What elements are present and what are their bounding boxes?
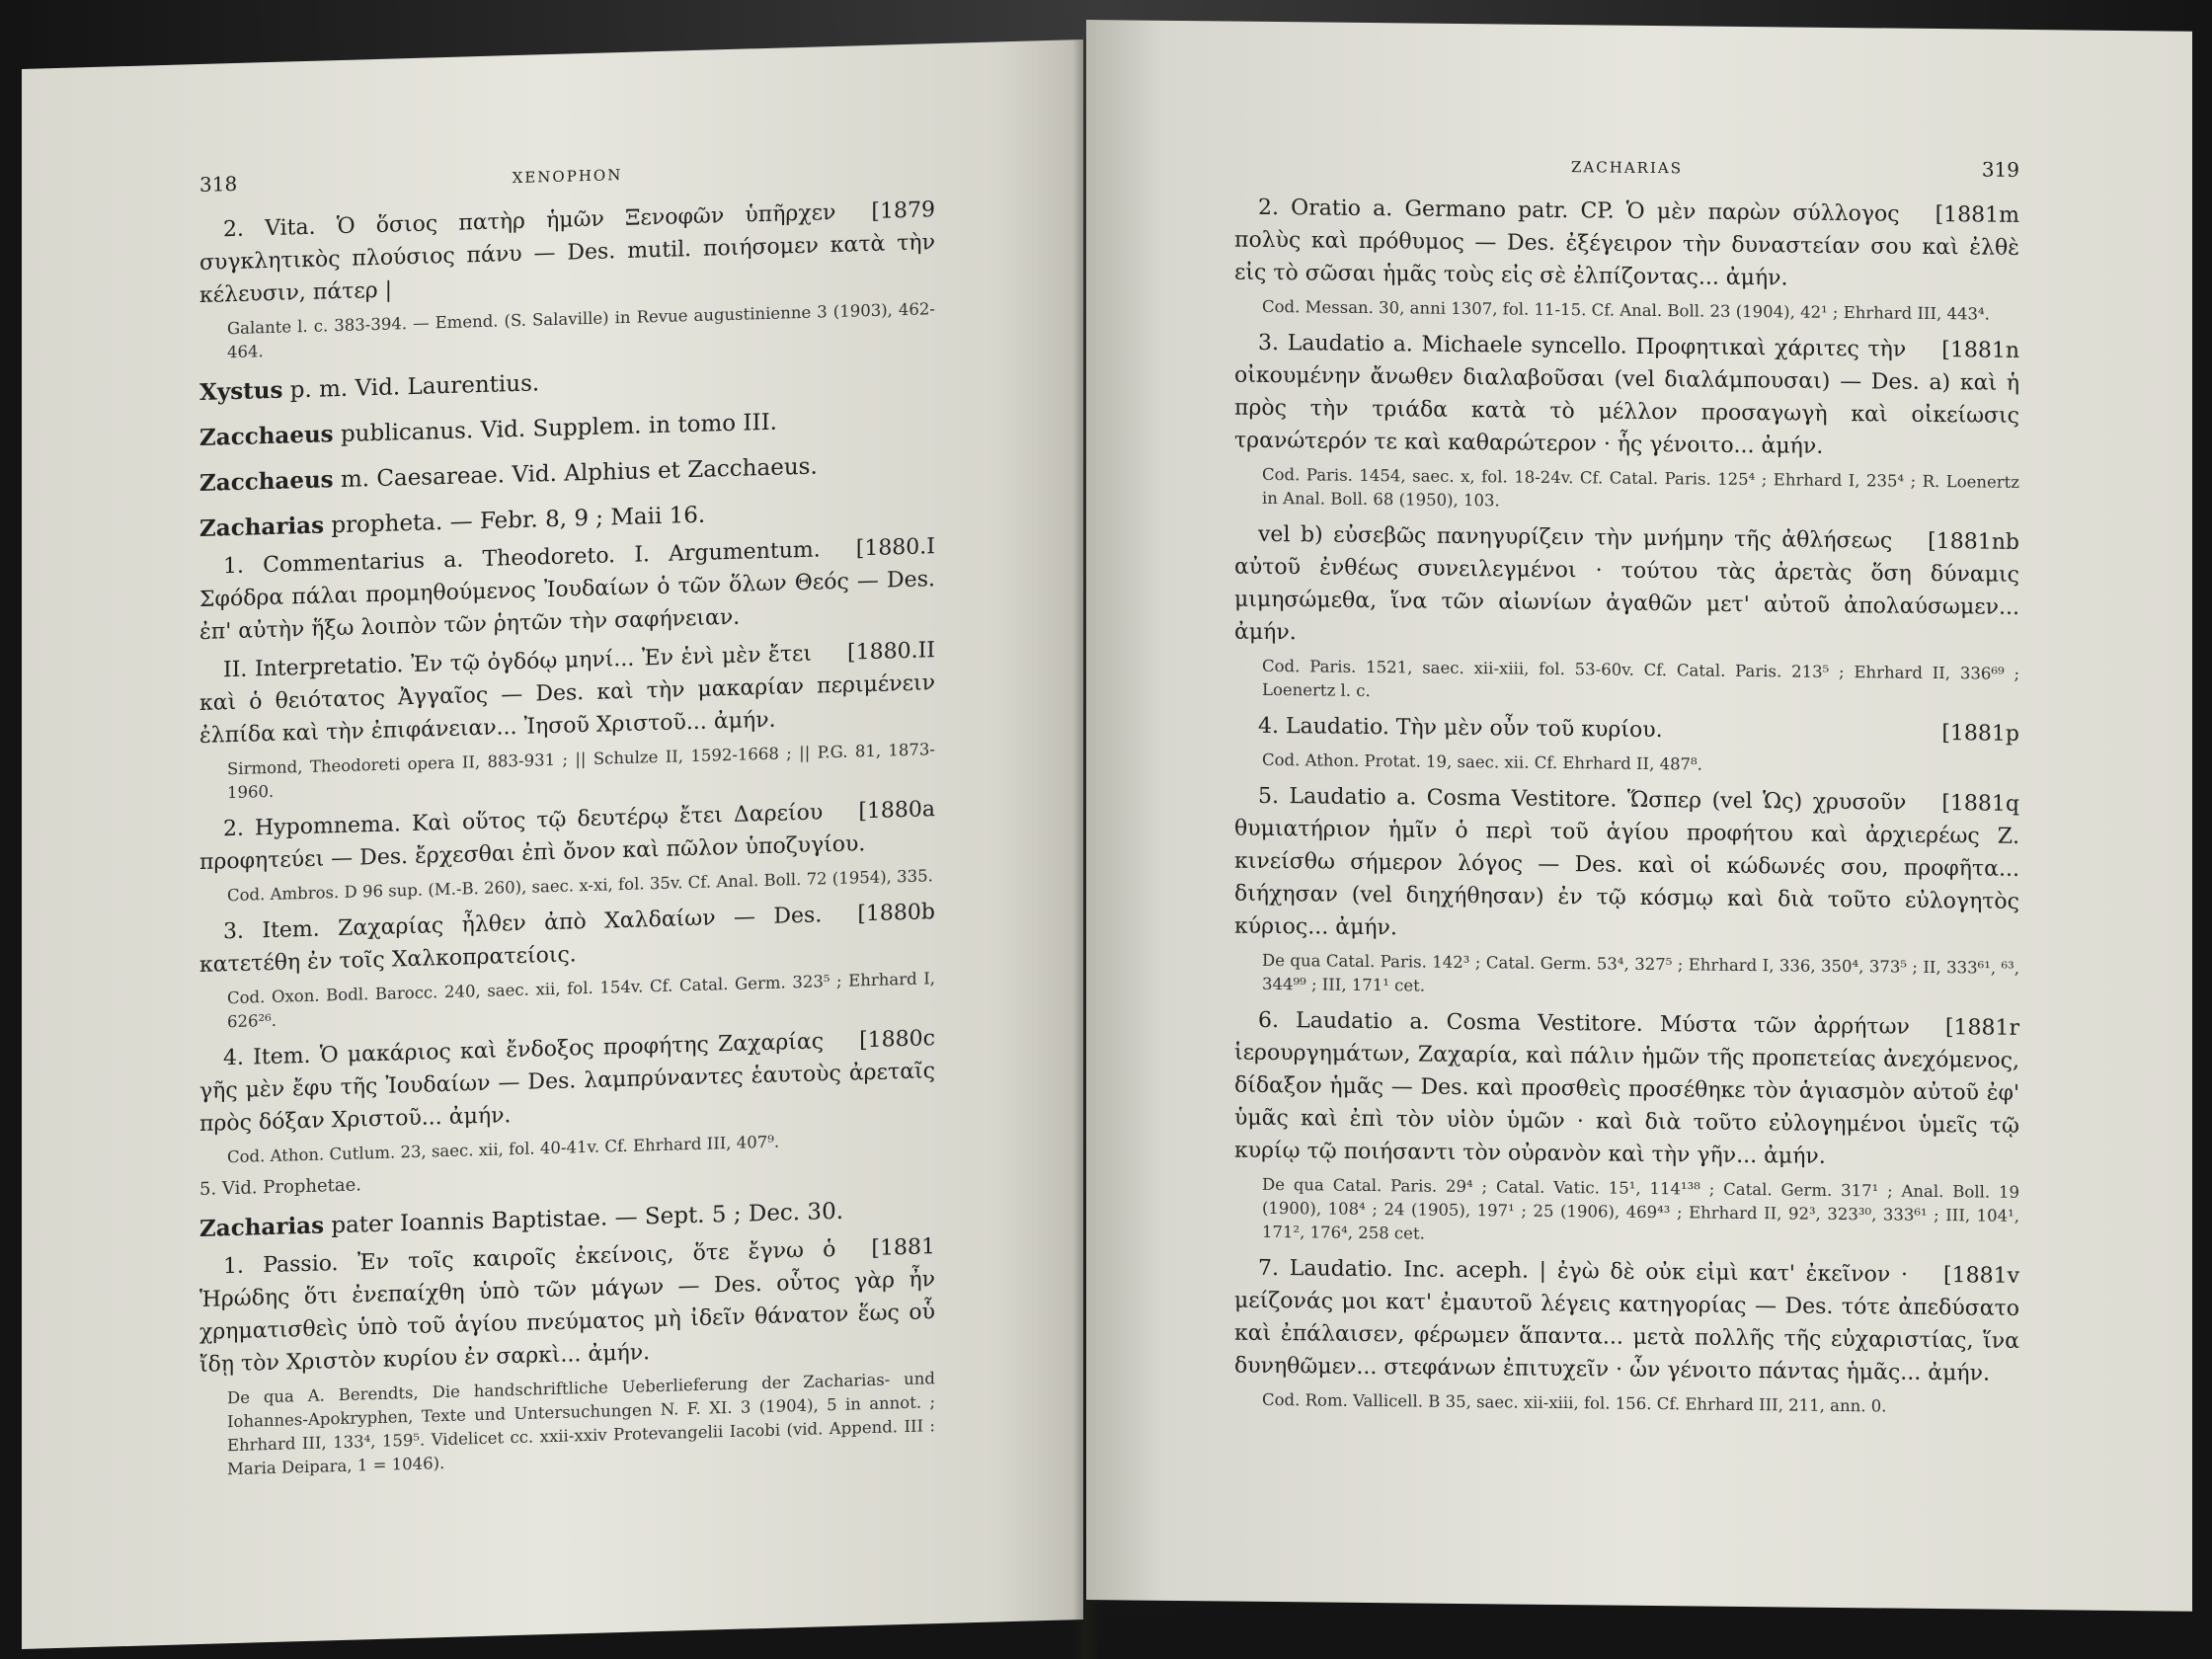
headword-name: Zacchaeus	[199, 466, 334, 497]
cross-reference: 5. Vid. Prophetae.	[199, 1174, 361, 1200]
text-entry	[199, 530, 935, 649]
bibliographic-note: Sirmond, Theodoreti opera II, 883-931 ; || Schulze II, 1592-1668 ; || P.G. 81, 1873-1960.	[227, 740, 935, 803]
headword-name: Zacharias	[199, 512, 325, 542]
text-entry	[199, 634, 935, 752]
bibliographic-note: Cod. Oxon. Bodl. Barocc. 240, saec. xii, fol. 154v. Cf. Catal. Germ. 323⁵ ; Ehrhard I, 626²⁶.	[227, 969, 935, 1032]
left-page	[22, 40, 1083, 1649]
entry-text: 6. Laudatio a. Cosma Vestitore. Μύστα τῶν ἀρρήτων ἱερουργημάτων, Ζαχαρία, καὶ πάλιν ἡμῶν τῆς προπετείας ἀνεχόμενος, δίδαξον ἡμᾶς — Des. καὶ προσθεὶς προσέθηκε τὸν ἁγιασμὸν αὐτοῦ ἐφ' ὑμᾶς καὶ ἐπὶ τὸν υἱὸν ὑμῶν · καὶ διὰ τοῦτο εὐλογημένοι ὑμεῖς τῷ κυρίῳ τῷ ποιήσαντι τὸν οὐρανὸν καὶ τὴν γῆν... ἀμήν.	[1234, 1007, 2019, 1169]
bibliographic-note: Cod. Athon. Protat. 19, saec. xii. Cf. Ehrhard II, 487⁸.	[1262, 750, 1702, 774]
entry-text: 2. Hypomnema. Καὶ οὕτος τῷ δευτέρῳ ἔτει Δαρείου προφητεύει — Des. ἔρχεσθαι ἐπὶ ὄνον καὶ πῶλον ὑποζυγίου.	[199, 800, 866, 875]
right-page	[1086, 20, 2192, 1612]
entry-number: [1880.II	[847, 638, 935, 666]
left-running-head	[199, 152, 935, 197]
bibliographic-note: Galante l. c. 383-394. — Emend. (S. Salaville) in Revue augustinienne 3 (1903), 462-464.	[227, 299, 935, 362]
entry-text: 1. Commentarius a. Theodoreto. I. Argumentum. Σφόδρα πάλαι προμηθούμενος Ἰουδαίων ὁ τῶν ὅλων Θεός — Des. ἐπ' αὐτὴν ἥξω λοιπὸν τῶν ῥητῶν τὴν σαφήνειαν.	[199, 537, 935, 645]
bibliographic-note: De qua Catal. Paris. 29⁴ ; Catal. Vatic. 15¹, 114¹³⁸ ; Catal. Germ. 317¹ ; Anal. Boll. 19 (1900), 108⁴ ; 24 (1905), 197¹ ; 25 (1906), 469⁴³ ; Ehrhard II, 92³, 323³⁰, 333⁶¹ ; III, 104¹, 171², 176⁴, 258 cet.	[1262, 1174, 2019, 1243]
entry-text: 5. Laudatio a. Cosma Vestitore. Ὥσπερ (vel Ὡς) χρυσοῦν θυμιατήριον ἡμῖν ὁ περὶ τοῦ ἁγίου προφήτου καὶ ἀρχιερέως Ζ. κινείσθω σήμερον λόγος — Des. καὶ οἱ κώδωνές σου, προφῆτα... διήχησαν (vel διηχήθησαν) ἐν τῷ κόσμῳ καὶ διὰ τοῦτο εὐλογητὸς κύριος... ἀμήν.	[1234, 783, 2019, 941]
text-entry	[1234, 780, 2019, 951]
headword-text: p. m. Vid. Laurentius.	[289, 370, 540, 404]
text-entry	[1234, 518, 2019, 657]
left-page-number: 318	[199, 171, 238, 197]
text-entry	[199, 793, 935, 879]
entry-number: [1881	[871, 1234, 935, 1261]
bibliographic-note: De qua A. Berendts, Die handschriftliche Ueberlieferung der Zacharias- und Iohannes-Apokryphen, Texte und Untersuchungen N. F. XI. 3 (1904), 5 in annot. ; Ehrhard III, 133⁴, 159⁵. Videlicet cc. xxii-xxiv Protevangelii Iacobi (vid. Append. III : Maria Deipara, 1 = 1046).	[227, 1369, 935, 1479]
right-running-head	[1234, 150, 2019, 182]
text-entry	[199, 194, 935, 312]
text-entry	[1234, 1252, 2019, 1390]
text-entry	[1234, 1004, 2019, 1175]
entry-text: 4. Item. Ὁ μακάριος καὶ ἔνδοξος προφήτης Ζαχαρίας γῆς μὲν ἔφυ τῆς Ἰουδαίων — Des. λαμπρύναντες ἑαυτοὺς ἀρεταῖς πρὸς δόξαν Χριστοῦ... ἀμήν.	[199, 1029, 935, 1137]
headword-text: propheta. — Febr. 8, 9 ; Maii 16.	[331, 502, 706, 539]
bibliographic-note: De qua Catal. Paris. 142³ ; Catal. Germ. 53⁴, 327⁵ ; Ehrhard I, 336, 350⁴, 373⁵ ; II, 333⁶¹, ⁶³, 344⁹⁹ ; III, 171¹ cet.	[1262, 950, 2019, 995]
left-page-body	[199, 194, 935, 1482]
headword-name: Zacharias	[199, 1212, 325, 1242]
bibliographic-note: Cod. Paris. 1521, saec. xii-xiii, fol. 53-60v. Cf. Catal. Paris. 213⁵ ; Ehrhard II, 336⁶⁹ ; Loenertz l. c.	[1262, 656, 2019, 701]
text-entry	[199, 1230, 935, 1382]
entry-number: [1881r	[1944, 1015, 2019, 1041]
entry-number: [1881n	[1941, 338, 2019, 363]
entry-number: [1881nb	[1928, 528, 2019, 555]
left-running-title: XENOPHON	[512, 166, 623, 188]
headword-text: publicanus. Vid. Supplem. in tomo III.	[340, 409, 777, 447]
entry-text: 3. Laudatio a. Michaele syncello. Προφητικαὶ χάριτες τὴν οἰκουμένην ἄνωθεν διαλαβοῦσαι (vel διαλάμπουσαι) — Des. a) καὶ ἡ πρὸς τὴν τριάδα κατὰ τὸ μέλλον προσαγωγὴ καὶ οἰκείωσις τρανώτερόν τε καὶ καθαρώτερον · ἧς γένοιτο... ἀμήν.	[1234, 330, 2019, 459]
entry-text: 2. Oratio a. Germano patr. CP. Ὁ μὲν παρὼν σύλλογος πολὺς καὶ πρόθυμος — Des. ἐξέγειρον τὴν δυναστείαν σου καὶ ἐλθὲ εἰς τὸ σῶσαι ἡμᾶς τοὺς εἰς σὲ ἐλπίζοντας... ἀμήν.	[1234, 195, 2019, 291]
headword-text: pater Ioannis Baptistae. — Sept. 5 ; Dec. 30.	[331, 1198, 844, 1239]
entry-number: [1879	[871, 198, 935, 224]
text-entry	[199, 896, 935, 982]
entry-text: vel b) εὐσεβῶς πανηγυρίζειν τὴν μνήμην τῆς ἀθλήσεως αὐτοῦ ἐνθέως συνειλεγμένοι · τούτου τὰς ἀρετὰς ὅση δύναμις μιμησώμεθα, ἵνα τῶν αἰωνίων ἀγαθῶν μετ' αὐτοῦ ἀπολαύσωμεν... ἀμήν.	[1234, 521, 2019, 646]
bibliographic-note: Cod. Ambros. D 96 sup. (M.-B. 260), saec. x-xi, fol. 35v. Cf. Anal. Boll. 72 (1954), 335.	[227, 866, 933, 906]
entry-number: [1881p	[1941, 721, 2019, 747]
entry-number: [1881q	[1941, 791, 2019, 817]
right-page-body	[1234, 192, 2019, 1420]
entry-text: 7. Laudatio. Inc. aceph. | ἐγὼ δὲ οὐκ εἰμὶ κατ' ἐκεῖνον · μείζονάς μοι κατ' ἐμαυτοῦ λέγεις κατηγορίας — Des. τότε ἀπεδύσατο καὶ ἐπάλαισεν, φέρωμεν ἅπαντα... μετὰ πολλῆς τῆς εὐχαριστίας, ἵνα δυνηθῶμεν... στεφάνων ἐπιτυχεῖν · ὧν γένοιτο πάντας ἡμᾶς... ἀμήν.	[1234, 1255, 2019, 1386]
entry-text: II. Interpretatio. Ἐν τῷ ὀγδόῳ μηνί... Ἐν ἑνὶ μὲν ἔτει καὶ ὁ θειότατος Ἀγγαῖος — Des. καὶ τὴν μακαρίαν περιμένειν ἐλπίδα καὶ τὴν ἐπιφάνειαν... Ἰησοῦ Χριστοῦ... ἀμήν.	[199, 641, 935, 749]
entry-text: 2. Vita. Ὁ ὅσιος πατὴρ ἡμῶν Ξενοφῶν ὑπῆρχεν συγκλητικὸς πλούσιος πάνυ — Des. mutil. ποιήσομεν κατὰ τὴν κέλευσιν, πάτερ |	[199, 199, 935, 308]
bibliographic-note: Cod. Paris. 1454, saec. x, fol. 18-24v. Cf. Catal. Paris. 125⁴ ; Ehrhard I, 235⁴ ; R. Loenertz in Anal. Boll. 68 (1950), 103.	[1262, 464, 2019, 511]
entry-text: 3. Item. Ζαχαρίας ἦλθεν ἀπὸ Χαλδαίων — Des. κατετέθη ἐν τοῖς Χαλκοπρατείοις.	[199, 903, 823, 978]
entry-number: [1880.I	[855, 534, 935, 562]
text-entry	[199, 1022, 935, 1141]
bibliographic-note: Cod. Athon. Cutlum. 23, saec. xii, fol. 40-41v. Cf. Ehrhard III, 407⁹.	[227, 1132, 780, 1167]
right-running-title: ZACHARIAS	[1571, 158, 1683, 178]
bibliographic-note: Cod. Messan. 30, anni 1307, fol. 11-15. Cf. Anal. Boll. 23 (1904), 42¹ ; Ehrhard III, 443⁴.	[1262, 296, 1990, 324]
entry-text: 1. Passio. Ἐν τοῖς καιροῖς ἐκείνοις, ὅτε ἔγνω ὁ Ἡρώδης ὅτι ἐνεπαίχθη ὑπὸ τῶν μάγων — Des. οὗτος γὰρ ἦν χρηματισθεὶς ὑπὸ τοῦ ἁγίου πνεύματος μὴ ἰδεῖν θάνατον ἕως οὗ ἴδῃ τὸν Χριστὸν κυρίου ἐν σαρκὶ... ἀμήν.	[199, 1236, 935, 1378]
entry-number: [1881m	[1935, 202, 2019, 228]
headword-name: Zacchaeus	[199, 421, 334, 451]
entry-number: [1880c	[859, 1026, 935, 1054]
entry-number: [1880a	[858, 797, 935, 825]
text-entry	[1234, 327, 2019, 465]
entry-number: [1880b	[857, 900, 935, 927]
headword-text: m. Caesareae. Vid. Alphius et Zacchaeus.	[340, 453, 818, 493]
bibliographic-note: Cod. Rom. Vallicell. B 35, saec. xii-xiii, fol. 156. Cf. Ehrhard III, 211, ann. 0.	[1262, 1389, 1887, 1416]
right-page-number: 319	[1981, 157, 2019, 182]
entry-number: [1881v	[1943, 1263, 2019, 1289]
text-entry	[1234, 710, 2019, 750]
text-entry	[1234, 192, 2019, 297]
headword-name: Xystus	[199, 376, 283, 406]
entry-text: 4. Laudatio. Τὴν μὲν οὖν τοῦ κυρίου.	[1258, 713, 1663, 744]
